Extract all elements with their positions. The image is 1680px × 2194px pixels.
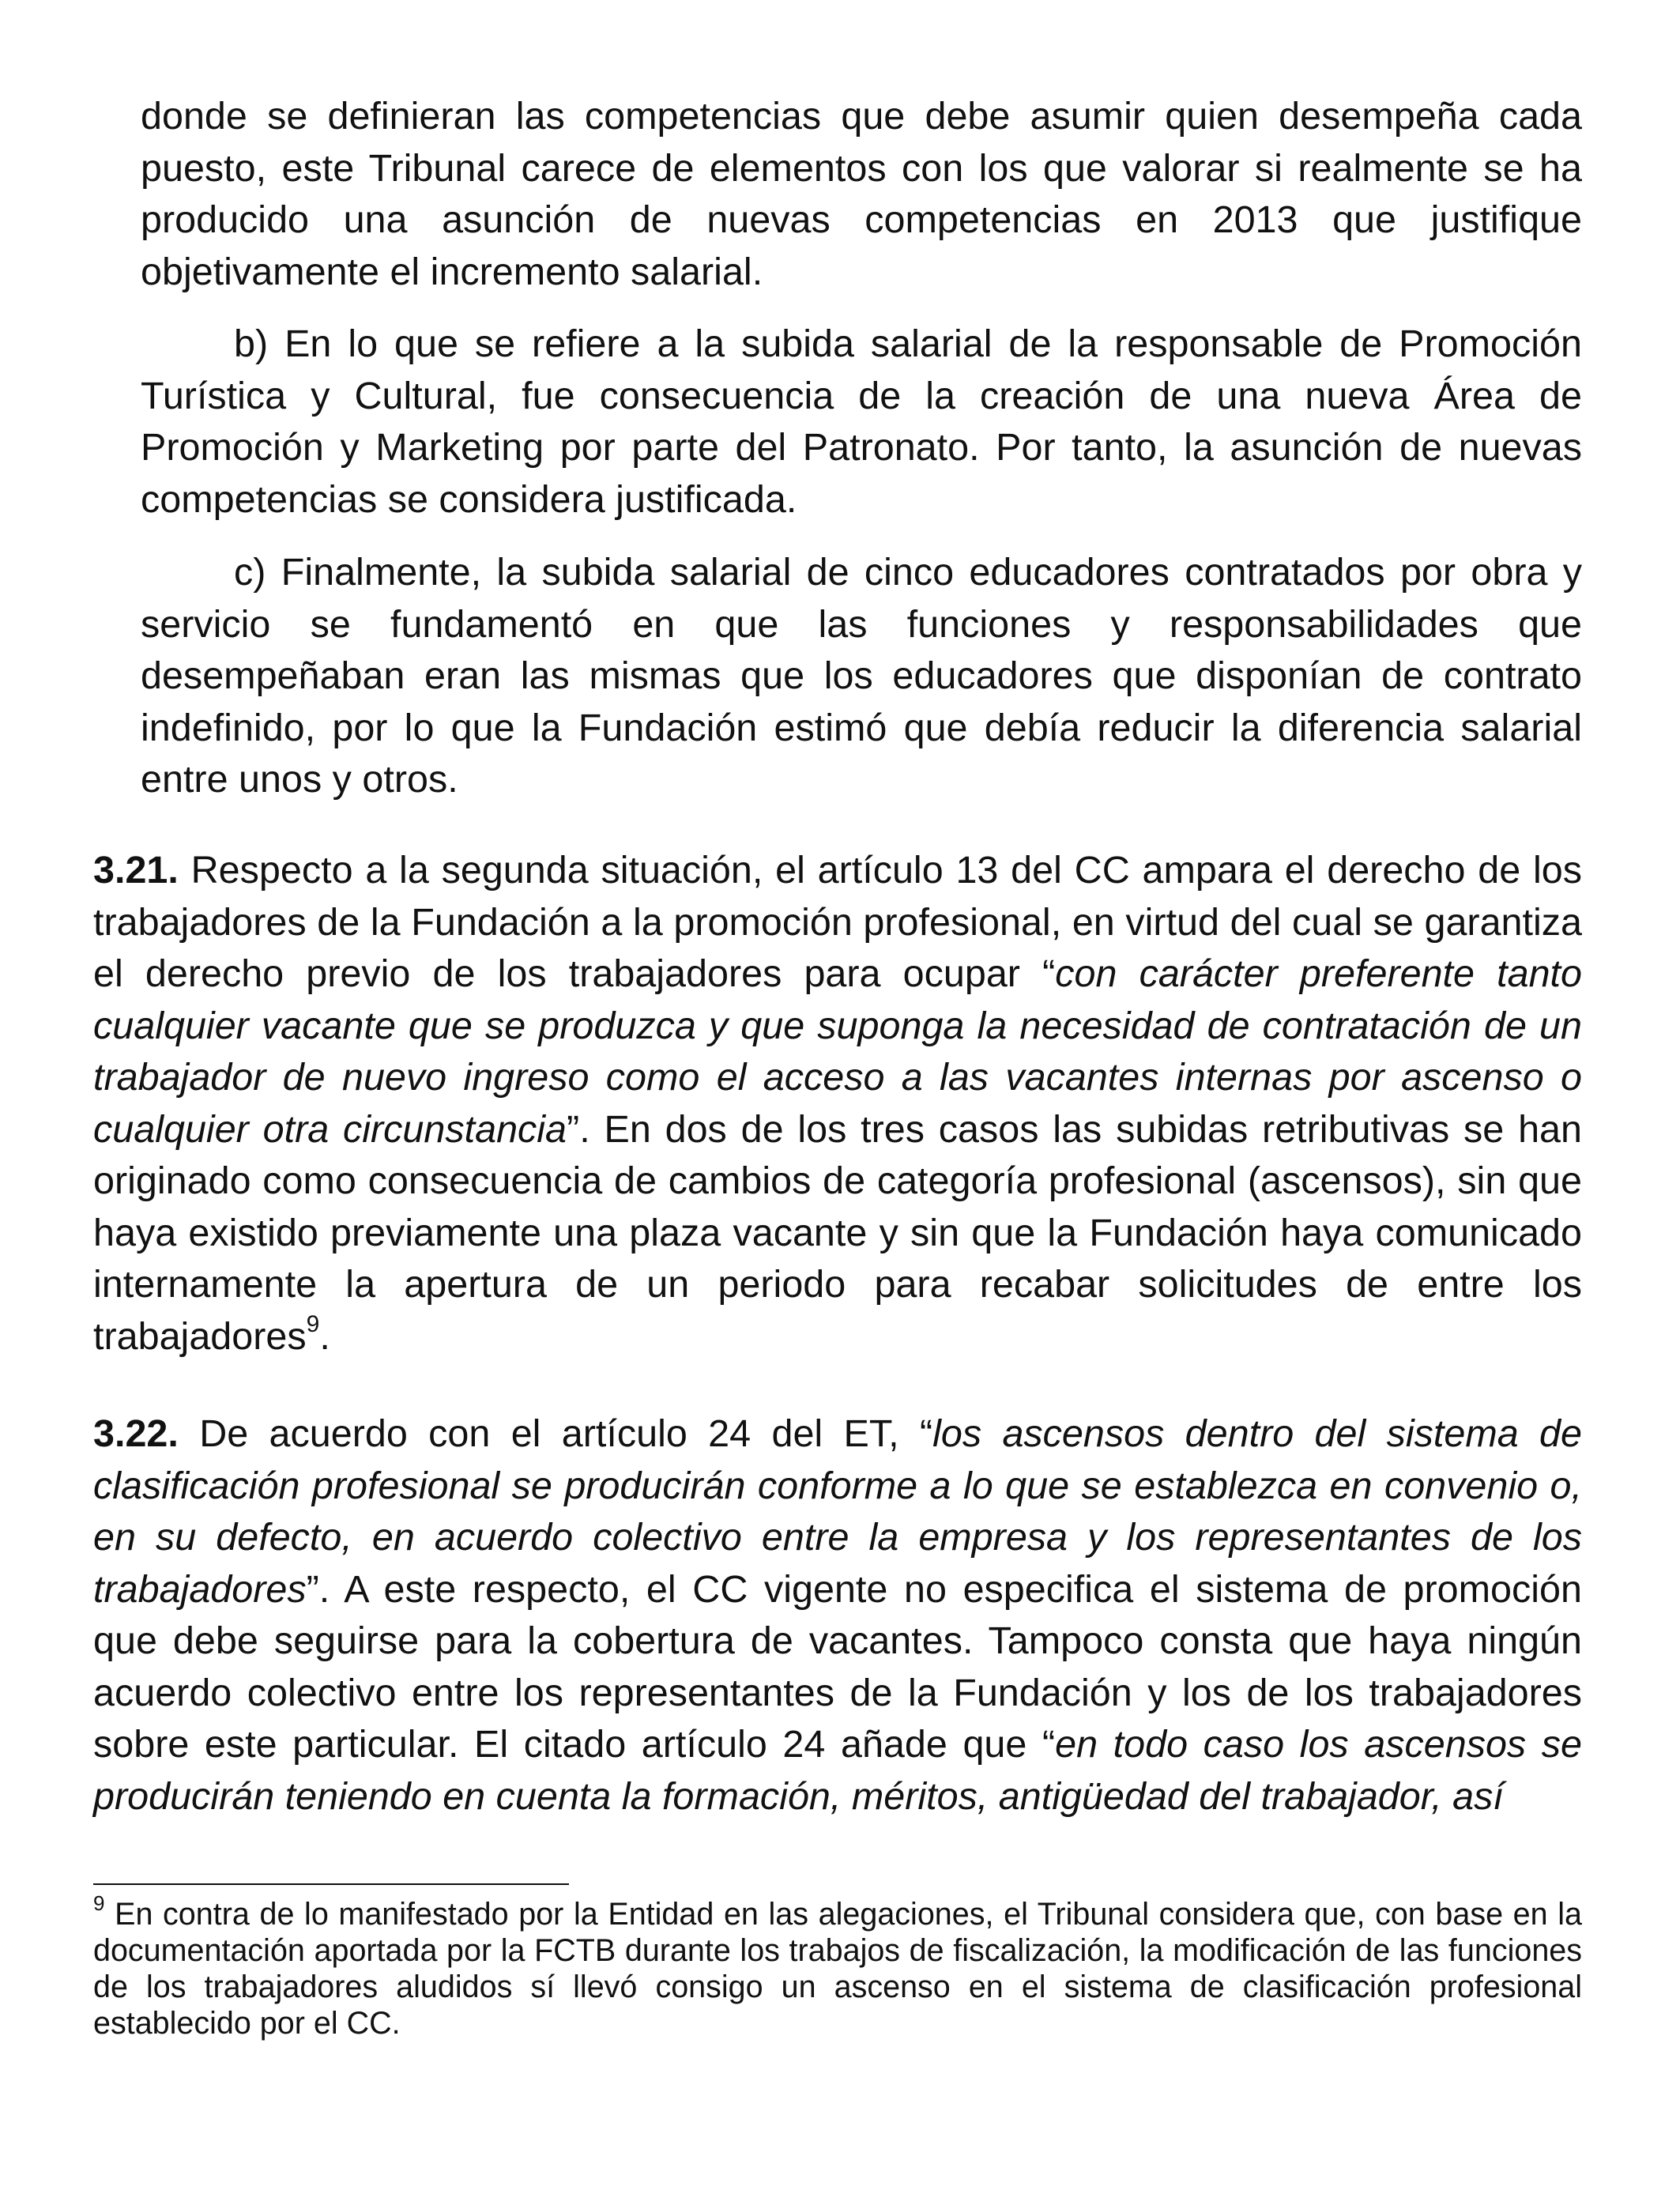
- footnote-9: [93, 1891, 1582, 2041]
- paragraph-intro-continuation: donde se definieran las competencias que debe asumir quien desempeña cada puesto, este Tribunal carece de elementos con los que valorar si realmente se ha producido una asunción de nuevas competencias en 2013 que justifique objetivamente el incremento salarial.: [141, 95, 1582, 293]
- paragraph-text: Respecto a la segunda situación, el artículo 13 del CC ampara el derecho de los trabajadores de la Fundación a la promoción profesional, en virtud del cual se garantiza el derecho previo de los trabajadores para ocupar “: [93, 849, 1582, 995]
- footnote-separator: [93, 1883, 569, 1885]
- paragraph-text: De acuerdo con el artículo 24 del ET, “: [178, 1412, 933, 1455]
- paragraph-text: .: [319, 1314, 330, 1358]
- paragraph-3-22: [93, 1408, 1582, 1823]
- italic-quote: en todo caso los ascensos se producirán teniendo en cuenta la formación, méritos, antigüedad del trabajador, así: [93, 1723, 1582, 1818]
- paragraph-3-21: [93, 845, 1582, 1363]
- paragraph-text: ”. A este respecto, el CC vigente no especifica el sistema de promoción que debe seguirse para la cobertura de vacantes. Tampoco consta que haya ningún acuerdo colectivo entre los representantes de la Fundación y los de los trabajadores sobre este particular. El citado artículo 24 añade que “: [93, 1567, 1582, 1766]
- paragraph-number: 3.22.: [93, 1412, 179, 1455]
- italic-quote: los ascensos dentro del sistema de clasificación profesional se producirán conforme a lo que se establezca en convenio o, en su defecto, en acuerdo colectivo entre la empresa y los representantes de los trabajadores: [93, 1412, 1582, 1611]
- paragraph-item-b: b) En lo que se refiere a la subida salarial de la responsable de Promoción Turística y Cultural, fue consecuencia de la creación de una nueva Área de Promoción y Marketing por parte del Patronato. Por tanto, la asunción de nuevas competencias se considera justificada.: [141, 322, 1582, 521]
- footnote-text: En contra de lo manifestado por la Entidad en las alegaciones, el Tribunal considera que, con base en la documentación aportada por la FCTB durante los trabajos de fiscalización, la modificación de las funciones de los trabajadores aludidos sí llevó consigo un ascenso en el sistema de clasificación profesional establecido por el CC.: [93, 1897, 1582, 2041]
- italic-quote: con carácter preferente tanto cualquier vacante que se produzca y que suponga la necesidad de contratación de un trabajador de nuevo ingreso como el acceso a las vacantes internas por ascenso o cualquier otra circunstancia: [93, 952, 1582, 1151]
- paragraph-number: 3.21.: [93, 849, 179, 892]
- footnote-reference[interactable]: 9: [306, 1311, 320, 1338]
- paragraph-text: ”. En dos de los tres casos las subidas retributivas se han originado como consecuencia de cambios de categoría profesional (ascensos), sin que haya existido previamente una plaza vacante y sin que la Fundación haya comunicado internamente la apertura de un periodo para recabar solicitudes de entre los trabajadores: [93, 1107, 1582, 1358]
- footnote-marker: 9: [93, 1891, 105, 1915]
- paragraph-item-c: c) Finalmente, la subida salarial de cinco educadores contratados por obra y servicio se fundamentó en que las funciones y responsabilidades que desempeñaban eran las mismas que los educadores que disponían de contrato indefinido, por lo que la Fundación estimó que debía reducir la diferencia salarial entre unos y otros.: [141, 551, 1582, 801]
